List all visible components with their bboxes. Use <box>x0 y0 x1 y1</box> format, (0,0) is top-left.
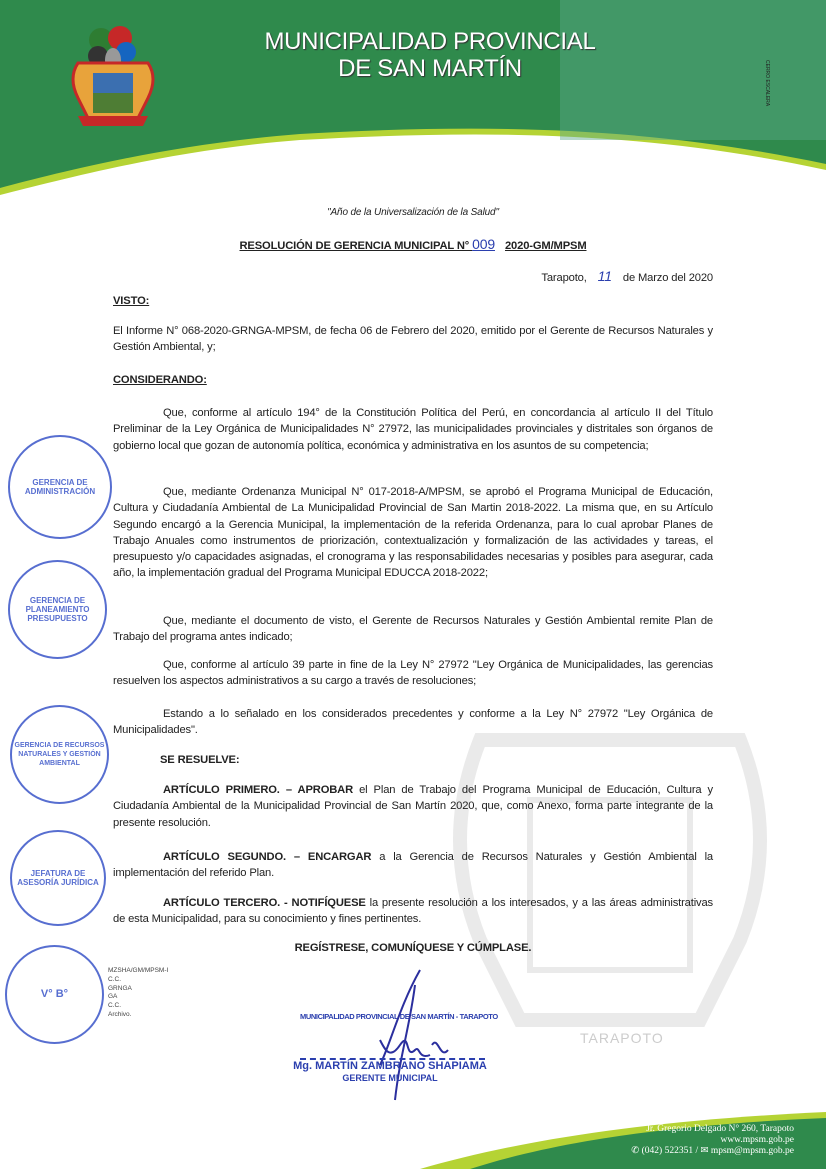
footer-phone: (042) 522351 / <box>641 1146 699 1156</box>
date-city: Tarapoto, <box>541 272 587 284</box>
date-rest: de Marzo del 2020 <box>622 272 713 284</box>
cc-item: Archivo. <box>108 1010 132 1018</box>
date-line <box>541 268 713 286</box>
considerando-4: Que, conforme al artículo 39 parte in fine de la Ley N° 27972 "Ley Orgánica de Municipalidades, las gerencias resuelven los aspectos administrativos a su cargo a través de resoluciones; <box>113 659 713 688</box>
considerando-5: Estando a lo señalado en los considerados precedentes y conforme a la Ley N° 27972 "Ley Orgánica de Municipalidades". <box>113 708 713 737</box>
phone-icon: ✆ <box>631 1146 640 1156</box>
articulo-segundo-text: a la Gerencia de Recursos Naturales y Gestión Ambiental la implementación del referido Plan. <box>113 851 713 880</box>
signature-institution-stamp: MUNICIPALIDAD PROVINCIAL DE SAN MARTÍN - TARAPOTO <box>300 1012 498 1021</box>
side-credit: CERRO ESCALERA <box>764 60 770 107</box>
cc-item: GA <box>108 993 118 1001</box>
footer-contact <box>631 1124 794 1157</box>
year-motto: "Año de la Universalización de la Salud" <box>327 207 499 218</box>
footer-address: Jr. Gregorio Delgado N° 260, Tarapoto <box>646 1124 794 1134</box>
articulo-tercero <box>113 895 713 928</box>
signatory-name: Mg. MARTÍN ZAMBRANO SHAPIAMA <box>293 1060 487 1072</box>
title-prefix: RESOLUCIÓN DE GERENCIA MUNICIPAL N° <box>239 240 473 252</box>
stamp-gerencia-administracion <box>8 435 112 539</box>
se-resuelve-heading: SE RESUELVE: <box>160 754 240 766</box>
closing-formula: REGÍSTRESE, COMUNÍQUESE Y CÚMPLASE. <box>294 942 532 954</box>
cc-item: C.C. <box>108 1002 121 1010</box>
mail-icon: ✉ <box>700 1146 709 1156</box>
footer-phone-email <box>631 1146 794 1157</box>
watermark-text: TARAPOTO <box>580 1030 664 1046</box>
articulo-primero <box>113 782 713 831</box>
coat-of-arms-logo <box>68 18 158 128</box>
cc-list <box>108 967 168 1020</box>
signatory-role: GERENTE MUNICIPAL <box>342 1073 438 1083</box>
stamp-asesoria-juridica <box>10 830 106 926</box>
articulo-segundo-label: ARTÍCULO SEGUNDO. – ENCARGAR <box>163 851 372 863</box>
stamp-visto-bueno <box>5 945 104 1044</box>
considerando-3: Que, mediante el documento de visto, el Gerente de Recursos Naturales y Gestión Ambiental remite Plan de Trabajo del programa antes indicado; <box>113 615 713 644</box>
considerando-heading: CONSIDERANDO: <box>113 374 207 386</box>
articulo-tercero-label: ARTÍCULO TERCERO. - NOTIFÍQUESE <box>163 897 366 909</box>
stamp-text: JEFATURA DE ASESORÍA JURÍDICA <box>17 869 99 887</box>
resolution-title <box>113 236 713 254</box>
header-title-line2: DE SAN MARTÍN <box>338 55 522 82</box>
footer-email[interactable]: mpsm@mpsm.gob.pe <box>710 1146 794 1156</box>
stamp-text: GERENCIA DE PLANEAMIENTO PRESUPUESTO <box>25 596 90 623</box>
header-title <box>200 28 660 82</box>
stamp-recursos-naturales <box>10 705 109 804</box>
articulo-segundo <box>113 849 713 882</box>
articulo-tercero-text: la presente resolución a los interesados, y a las áreas administrativas de esta Municipalidad, para su conocimiento y fines pertinentes. <box>113 897 713 926</box>
title-suffix: 2020-GM/MPSM <box>504 240 587 252</box>
considerando-1: Que, conforme al artículo 194° de la Constitución Política del Perú, en concordancia al artículo II del Título Preliminar de la Ley Orgánica de Municipalidades N° 27972, las municipalidades provinciales y distritales son órganos de gobierno local que gozan de autonomía política, económica y administrativa en los asuntos de su competencia; <box>113 407 713 452</box>
title-number: 009 <box>472 236 495 252</box>
stamp-text: V° B° <box>40 988 69 1000</box>
visto-text: El Informe N° 068-2020-GRNGA-MPSM, de fecha 06 de Febrero del 2020, emitido por el Gerente de Recursos Naturales y Gestión Ambiental, y; <box>113 325 713 354</box>
date-day: 11 <box>597 268 612 284</box>
footer-website[interactable]: www.mpsm.gob.pe <box>720 1135 794 1145</box>
cc-item: MZSHA/GM/MPSM-I <box>108 967 169 974</box>
visto-heading: VISTO: <box>113 295 150 307</box>
articulo-primero-label: ARTÍCULO PRIMERO. – APROBAR <box>163 784 354 796</box>
cc-item: C.C. <box>108 975 121 983</box>
stamp-text: GERENCIA DE RECURSOS NATURALES Y GESTIÓN AMBIENTAL <box>14 742 105 767</box>
handwritten-signature <box>360 965 470 1105</box>
considerando-2: Que, mediante Ordenanza Municipal N° 017-2018-A/MPSM, se aprobó el Programa Municipal de Educación, Cultura y Ciudadanía Ambiental de La Municipalidad Provincial de San Martin 2018-2022. La misma que, en su Artículo Segundo encargó a la Gerencia Municipal, la implementación de la referida Ordenanza, para lo cual aprobar Planes de Trabajo Anuales como instrumentos de priorización, contextualización y formalización de las actividades y tareas, el presupuesto y/o capacidades asignadas, el cronograma y las responsabilidades necesarias y posibles para asegurar, cada año, la implementación gradual del Programa Municipal EDUCCA 2018-2022; <box>113 486 713 580</box>
header-title-line1: MUNICIPALIDAD PROVINCIAL <box>264 28 596 55</box>
articulo-primero-text: el Plan de Trabajo del Programa Municipal de Educación, Cultura y Ciudadanía Ambiental de la Municipalidad Provincial de San Martín 2020, que, como Anexo, forma parte integrante de la presente resolución. <box>113 784 713 829</box>
cc-item: GRNGA <box>108 984 132 992</box>
stamp-text: GERENCIA DE ADMINISTRACIÓN <box>24 478 96 496</box>
stamp-planeamiento-presupuesto <box>8 560 107 659</box>
